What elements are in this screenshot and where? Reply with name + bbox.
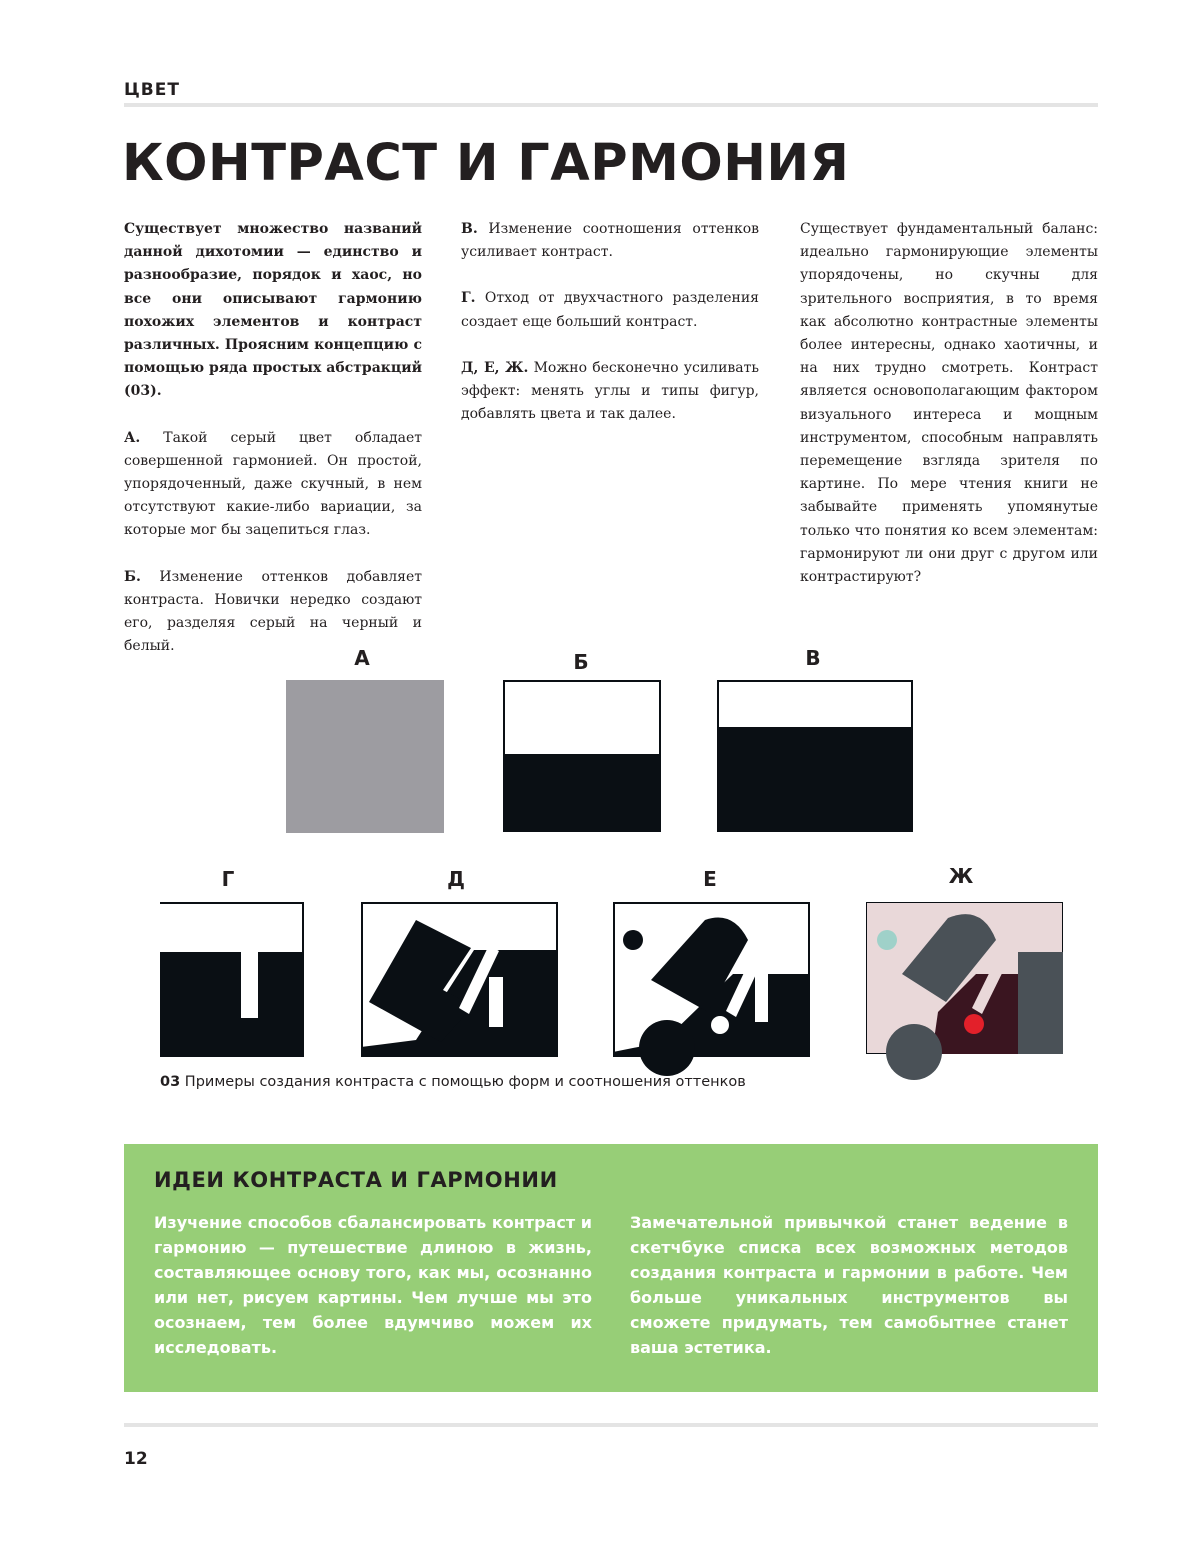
page-title: КОНТРАСТ И ГАРМОНИЯ [122, 134, 850, 193]
sidebar-text-left: Изучение способов сбалансировать контраст и гармонию — путешествие длиною в жизнь, составляющее основу того, как мы, осознанно или нет, рисуем картины. Чем лучше мы это осознаем, тем более вдумчиво можем их исследовать. [154, 1213, 592, 1357]
header-rule [124, 103, 1098, 107]
page-number: 12 [124, 1449, 148, 1469]
caption-number: 03 [160, 1074, 181, 1090]
figure-label-a: А [354, 646, 370, 670]
paragraph-g [461, 287, 759, 333]
text-column-1 [124, 218, 422, 681]
intro-text: Существует множество названий данной дихотомии — единство и разнообразие, порядок и хаос, но все они описывают гармонию похожих элементов и контраст различных. Проясним концепцию с помощью ряда простых абстракций (03). [124, 221, 422, 400]
paragraph-dez-text: Можно бесконечно усиливать эффект: менять углы и типы фигур, добавлять цвета и так далее. [461, 359, 760, 423]
figure-g [160, 902, 304, 1057]
figure-label-g: Г [221, 867, 235, 891]
figure-label-zh: Ж [948, 864, 974, 888]
paragraph-balance-text: Существует фундаментальный баланс: идеально гармонирующие элементы упорядочены, но скучны для зрительного восприятия, в то время как абсолютно контрастные элементы более интересны, однако хаотичны, и на них трудно смотреть. Контраст является основополагающим фактором визуального интереса и мощным инструментом, способным направлять перемещение взгляда зрителя по картине. По мере чтения книги не забывайте применять упомянутые только что понятия ко всем элементам: гармонируют ли они друг с другом или контрастируют? [800, 221, 1098, 586]
figure-label-e: Е [703, 867, 717, 891]
footer-rule [124, 1423, 1098, 1427]
figure-label-v: В [805, 646, 821, 670]
figure-d [361, 902, 558, 1057]
paragraph-b [124, 566, 422, 659]
section-label: ЦВЕТ [124, 80, 180, 100]
black-field [160, 952, 304, 1057]
figure-caption [160, 1074, 746, 1090]
paragraph-g-text: Отход от двухчастного разделения создает еще больший контраст. [461, 290, 759, 330]
white-notch [241, 952, 258, 1018]
intro-paragraph [124, 218, 422, 404]
black-dot [623, 930, 643, 950]
paragraph-g-label: Г. [461, 290, 476, 307]
text-column-2 [461, 218, 759, 449]
figure-b [503, 680, 661, 832]
paragraph-v [461, 218, 759, 264]
white-bar-2 [755, 972, 768, 1022]
paragraph-a-text: Такой серый цвет обладает совершенной гармонией. Он простой, упорядоченный, даже скучный, в нем отсутствуют какие-либо вариации, за которые мог бы зацепиться глаз. [124, 429, 423, 539]
caption-text: Примеры создания контраста с помощью форм и соотношения оттенков [184, 1074, 746, 1090]
red-dot [964, 1014, 984, 1034]
sidebar-title: ИДЕИ КОНТРАСТА И ГАРМОНИИ [154, 1168, 558, 1192]
paragraph-a-label: А. [124, 429, 141, 446]
figure-v [717, 680, 913, 832]
paragraph-b-text: Изменение оттенков добавляет контраста. Новички нередко создают его, разделяя серый на черный и белый. [124, 568, 423, 655]
figure-a [286, 680, 444, 833]
figure-zh [866, 902, 1063, 1054]
paragraph-dez [461, 357, 759, 427]
paragraph-b-label: Б. [124, 568, 141, 585]
figure-e [613, 902, 810, 1057]
white-dot [711, 1016, 729, 1034]
slate-circle [886, 1024, 942, 1080]
gray-square [286, 680, 444, 833]
black-circle [639, 1020, 695, 1076]
paragraph-v-label: В. [461, 221, 478, 237]
paragraph-balance [800, 218, 1098, 589]
paragraph-a [124, 427, 422, 543]
white-bar-2 [489, 977, 503, 1027]
figure-label-d: Д [447, 867, 465, 891]
teal-dot [877, 930, 897, 950]
paragraph-dez-label: Д, Е, Ж. [461, 359, 529, 376]
paragraph-v-text: Изменение соотношения оттенков усиливает контраст. [461, 221, 759, 261]
figure-label-b: Б [573, 650, 589, 674]
black-bottom [503, 754, 661, 832]
black-bottom [717, 727, 913, 832]
slate-column [1018, 952, 1063, 1054]
sidebar-text-right: Замечательной привычкой станет ведение в скетчбуке списка всех возможных методов создания контраста и гармонии в работе. Чем больше уникальных инструментов вы сможете придумать, тем самобытнее станет ваша эстетика. [630, 1213, 1068, 1357]
text-column-3 [800, 218, 1098, 612]
